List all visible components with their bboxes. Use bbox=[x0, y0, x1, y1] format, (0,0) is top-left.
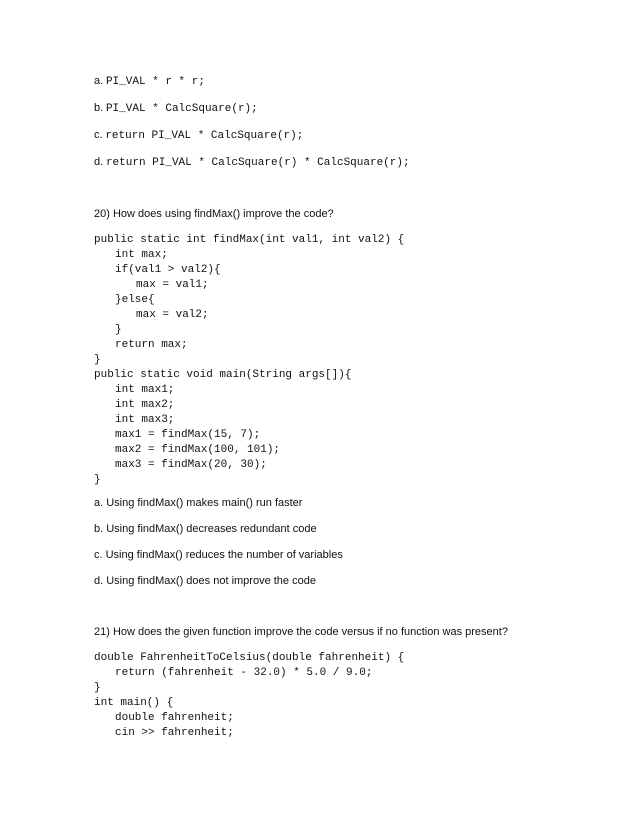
code-line: double FahrenheitToCelsius(double fahrenheit) { bbox=[94, 652, 405, 664]
q19-option-b bbox=[94, 102, 258, 116]
q19-option-c bbox=[94, 129, 303, 143]
code-line: } bbox=[94, 682, 101, 694]
code-line: max2 = findMax(100, 101); bbox=[115, 444, 281, 456]
code-line: int max1; bbox=[115, 384, 175, 396]
code-line: max3 = findMax(20, 30); bbox=[115, 459, 267, 471]
q20-option-b: b. Using findMax() decreases redundant code bbox=[94, 523, 317, 535]
option-letter: b. bbox=[94, 102, 104, 114]
code-line: double fahrenheit; bbox=[115, 712, 234, 724]
code-line: }else{ bbox=[115, 294, 155, 306]
option-code: return PI_VAL * CalcSquare(r) * CalcSquare(r); bbox=[105, 157, 410, 169]
code-line: int max; bbox=[115, 249, 168, 261]
code-line: } bbox=[94, 474, 101, 486]
code-line: return (fahrenheit - 32.0) * 5.0 / 9.0; bbox=[115, 667, 373, 679]
code-line: max1 = findMax(15, 7); bbox=[115, 429, 261, 441]
code-line: } bbox=[115, 324, 122, 336]
q21-question: 21) How does the given function improve the code versus if no function was present? bbox=[94, 626, 508, 638]
option-code: PI_VAL * r * r; bbox=[105, 76, 205, 88]
option-letter: c. bbox=[94, 129, 103, 141]
q20-option-a: a. Using findMax() makes main() run faster bbox=[94, 497, 303, 509]
code-line: } bbox=[94, 354, 101, 366]
code-line: max = val1; bbox=[136, 279, 209, 291]
code-line: public static int findMax(int val1, int val2) { bbox=[94, 234, 405, 246]
code-line: if(val1 > val2){ bbox=[115, 264, 221, 276]
code-line: cin >> fahrenheit; bbox=[115, 727, 234, 739]
option-letter: d. bbox=[94, 156, 104, 168]
q20-option-c: c. Using findMax() reduces the number of variables bbox=[94, 549, 343, 561]
q20-question: 20) How does using findMax() improve the code? bbox=[94, 208, 334, 220]
code-line: return max; bbox=[115, 339, 188, 351]
code-line: int main() { bbox=[94, 697, 174, 709]
q19-option-d bbox=[94, 156, 410, 170]
code-line: int max2; bbox=[115, 399, 175, 411]
option-letter: a. bbox=[94, 75, 104, 87]
option-code: PI_VAL * CalcSquare(r); bbox=[105, 103, 258, 115]
q19-option-a bbox=[94, 75, 205, 89]
option-code: return PI_VAL * CalcSquare(r); bbox=[105, 130, 304, 142]
code-line: max = val2; bbox=[136, 309, 209, 321]
q20-option-d: d. Using findMax() does not improve the code bbox=[94, 575, 316, 587]
code-line: public static void main(String args[]){ bbox=[94, 369, 352, 381]
code-line: int max3; bbox=[115, 414, 175, 426]
